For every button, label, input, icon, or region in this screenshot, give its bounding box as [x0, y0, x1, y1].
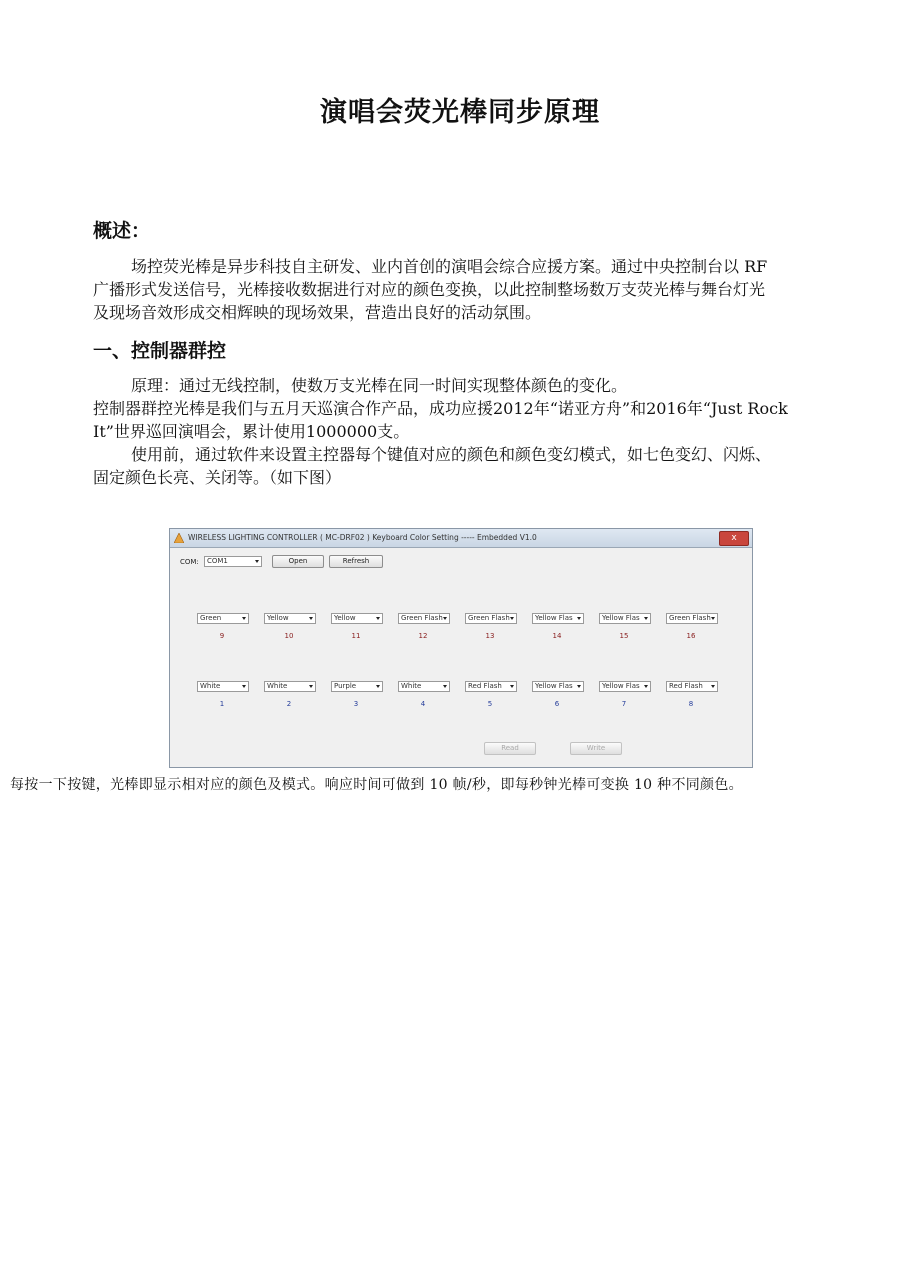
- key-color-select[interactable]: [398, 613, 450, 624]
- key-color-value: Green Flash: [468, 614, 510, 622]
- key-color-select[interactable]: [264, 681, 316, 692]
- key-color-value: Yellow: [334, 614, 356, 622]
- key-number-label: 12: [418, 632, 428, 640]
- key-color-value: White: [401, 682, 422, 690]
- key-number-label: 4: [420, 700, 426, 708]
- overview-line: 及现场音效形成交相辉映的现场效果，营造出良好的活动氛围。: [93, 303, 542, 322]
- chevron-down-icon: [242, 617, 246, 620]
- overview-paragraph: [93, 255, 913, 324]
- key-number-label: 10: [284, 632, 294, 640]
- window-title: WIRELESS LIGHTING CONTROLLER ( MC-DRF02 ) Keyboard Color Setting ----- Embedded V1.0: [188, 533, 537, 542]
- section-line: 使用前，通过软件来设置主控器每个键值对应的颜色和颜色变幻模式，如七色变幻、闪烁、: [131, 445, 772, 464]
- chevron-down-icon: [510, 685, 514, 688]
- overview-line: 场控荧光棒是异步科技自主研发、业内首创的演唱会综合应援方案。通过中央控制台以 RF: [131, 257, 768, 276]
- key-number-label: 13: [485, 632, 495, 640]
- controller-software-screenshot: [169, 528, 753, 768]
- refresh-button[interactable]: Refresh: [329, 555, 383, 568]
- chevron-down-icon: [644, 617, 648, 620]
- read-button[interactable]: Read: [484, 742, 536, 755]
- key-number-label: 16: [686, 632, 696, 640]
- key-color-select[interactable]: [465, 681, 517, 692]
- overview-heading: 概述：: [93, 220, 151, 242]
- com-port-select[interactable]: [204, 556, 262, 567]
- chevron-down-icon: [577, 617, 581, 620]
- chevron-down-icon: [711, 685, 715, 688]
- key-color-value: Yellow Flas: [535, 614, 573, 622]
- chevron-down-icon: [443, 617, 447, 620]
- chevron-down-icon: [510, 617, 514, 620]
- section-heading-controller: 一、控制器群控: [93, 340, 227, 362]
- chevron-down-icon: [255, 560, 259, 563]
- chevron-down-icon: [443, 685, 447, 688]
- chevron-down-icon: [309, 617, 313, 620]
- app-icon: [174, 533, 184, 543]
- section-paragraph: [93, 374, 913, 489]
- key-color-select[interactable]: [532, 613, 584, 624]
- section-line: 控制器群控光棒是我们与五月天巡演合作产品，成功应援2012年“诺亚方舟”和2016年“Just Rock: [93, 399, 788, 418]
- chevron-down-icon: [309, 685, 313, 688]
- key-number-label: 15: [619, 632, 629, 640]
- key-number-label: 5: [487, 700, 493, 708]
- key-number-label: 8: [688, 700, 694, 708]
- open-button[interactable]: Open: [272, 555, 324, 568]
- overview-line: 广播形式发送信号，光棒接收数据进行对应的颜色变换，以此控制整场数万支荧光棒与舞台灯光: [93, 280, 766, 299]
- key-color-value: Green Flash: [401, 614, 443, 622]
- key-color-select[interactable]: [331, 613, 383, 624]
- key-color-select[interactable]: [532, 681, 584, 692]
- key-number-label: 1: [219, 700, 225, 708]
- key-color-select[interactable]: [666, 681, 718, 692]
- key-number-label: 6: [554, 700, 560, 708]
- key-color-select[interactable]: [331, 681, 383, 692]
- chevron-down-icon: [376, 617, 380, 620]
- section-line: 原理：通过无线控制，使数万支光棒在同一时间实现整体颜色的变化。: [131, 376, 628, 395]
- key-color-value: Red Flash: [669, 682, 703, 690]
- key-color-select[interactable]: [599, 681, 651, 692]
- write-button[interactable]: Write: [570, 742, 622, 755]
- key-color-value: Red Flash: [468, 682, 502, 690]
- key-color-value: Yellow Flas: [602, 682, 640, 690]
- key-number-label: 14: [552, 632, 562, 640]
- chevron-down-icon: [711, 617, 715, 620]
- key-color-select[interactable]: [599, 613, 651, 624]
- figure-caption: 每按一下按键，光棒即显示相对应的颜色及模式。响应时间可做到 10 帧/秒，即每秒钟光棒可变换 10 种不同颜色。: [10, 777, 743, 793]
- key-number-label: 9: [219, 632, 225, 640]
- key-color-value: Purple: [334, 682, 357, 690]
- com-port-value: COM1: [207, 557, 228, 565]
- key-color-value: White: [267, 682, 288, 690]
- key-color-select[interactable]: [465, 613, 517, 624]
- window-titlebar: [170, 529, 752, 548]
- section-line: 固定颜色长亮、关闭等。（如下图）: [93, 468, 342, 487]
- chevron-down-icon: [577, 685, 581, 688]
- key-color-select[interactable]: [398, 681, 450, 692]
- key-color-value: White: [200, 682, 221, 690]
- key-number-label: 7: [621, 700, 627, 708]
- key-number-label: 2: [286, 700, 292, 708]
- key-color-value: Yellow Flas: [535, 682, 573, 690]
- key-color-select[interactable]: [264, 613, 316, 624]
- com-label: COM:: [180, 558, 199, 566]
- chevron-down-icon: [376, 685, 380, 688]
- key-color-select[interactable]: [666, 613, 718, 624]
- key-color-value: Green: [200, 614, 222, 622]
- key-color-value: Yellow Flas: [602, 614, 640, 622]
- key-color-value: Green Flash: [669, 614, 711, 622]
- close-icon[interactable]: x: [719, 531, 749, 546]
- window-body: [170, 548, 752, 767]
- chevron-down-icon: [644, 685, 648, 688]
- key-color-value: Yellow: [267, 614, 289, 622]
- section-line: It”世界巡回演唱会，累计使用1000000支。: [93, 422, 410, 441]
- key-color-select[interactable]: [197, 613, 249, 624]
- document-title: 演唱会荧光棒同步原理: [320, 97, 600, 128]
- key-number-label: 11: [351, 632, 361, 640]
- key-number-label: 3: [353, 700, 359, 708]
- key-color-select[interactable]: [197, 681, 249, 692]
- chevron-down-icon: [242, 685, 246, 688]
